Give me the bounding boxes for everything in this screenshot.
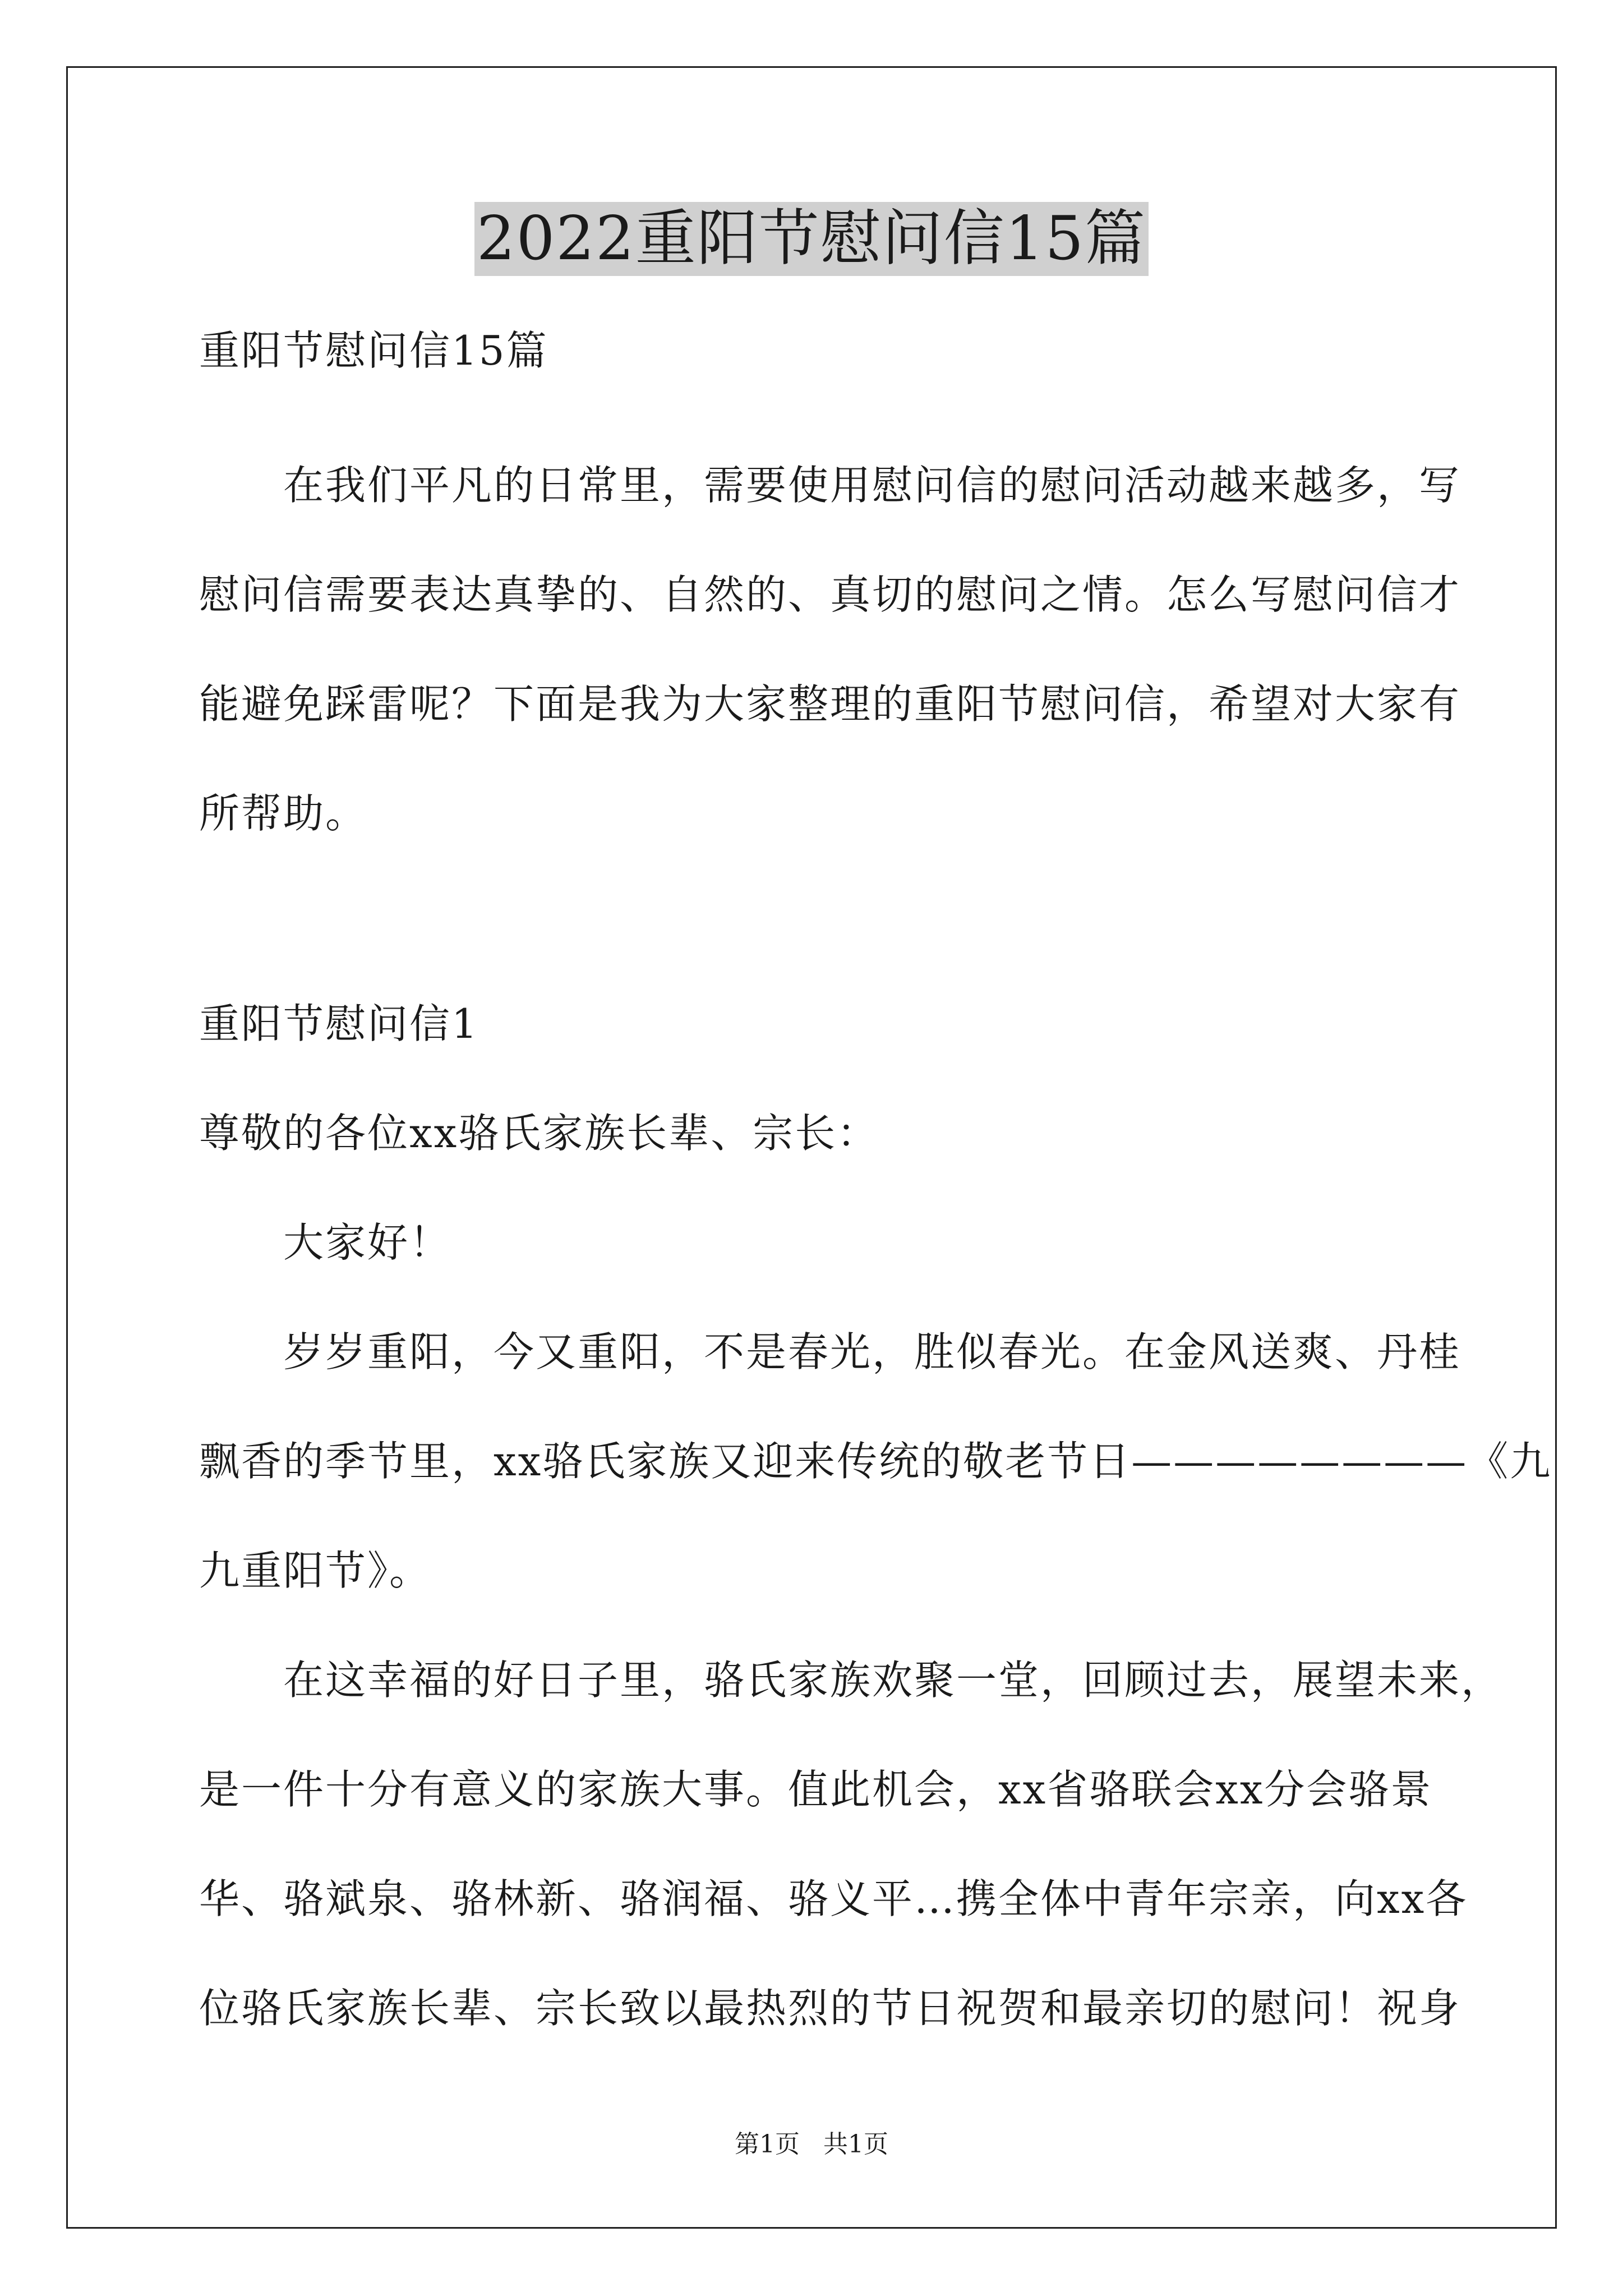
salutation-line: 尊敬的各位xx骆氏家族长辈、宗长： xyxy=(199,1110,879,1157)
title-container xyxy=(0,202,1623,276)
section-heading: 重阳节慰问信1 xyxy=(199,1000,479,1047)
page-number: 第1页 xyxy=(735,2130,800,2159)
paragraph-line: 在这幸福的好日子里，骆氏家族欢聚一堂，回顾过去，展望未来， xyxy=(199,1657,1504,1704)
paragraph-line: 岁岁重阳，今又重阳，不是春光，胜似春光。在金风送爽、丹桂 xyxy=(199,1328,1461,1375)
paragraph-line: 在我们平凡的日常里，需要使用慰问信的慰问活动越来越多，写 xyxy=(199,462,1461,509)
paragraph-line: 华、骆斌泉、骆林新、骆润福、骆义平…携全体中青年宗亲，向xx各 xyxy=(199,1875,1468,1922)
page-footer xyxy=(0,2129,1623,2160)
paragraph-line: 能避免踩雷呢？下面是我为大家整理的重阳节慰问信，希望对大家有 xyxy=(199,680,1461,728)
paragraph-line: 位骆氏家族长辈、宗长致以最热烈的节日祝贺和最亲切的慰问！祝身 xyxy=(199,1985,1461,2032)
paragraph-line: 是一件十分有意义的家族大事。值此机会，xx省骆联会xx分会骆景 xyxy=(199,1766,1433,1813)
paragraph-line: 所帮助。 xyxy=(199,790,368,837)
paragraph-line: 九重阳节》。 xyxy=(199,1547,432,1594)
paragraph-line: 飘香的季节里，xx骆氏家族又迎来传统的敬老节日————————《九 xyxy=(199,1438,1552,1485)
subtitle-line: 重阳节慰问信15篇 xyxy=(199,327,548,374)
document-title: 2022重阳节慰问信15篇 xyxy=(474,202,1149,276)
page-total: 共1页 xyxy=(823,2130,888,2159)
greeting-line: 大家好！ xyxy=(199,1219,452,1266)
paragraph-line: 慰问信需要表达真挚的、自然的、真切的慰问之情。怎么写慰问信才 xyxy=(199,571,1461,618)
